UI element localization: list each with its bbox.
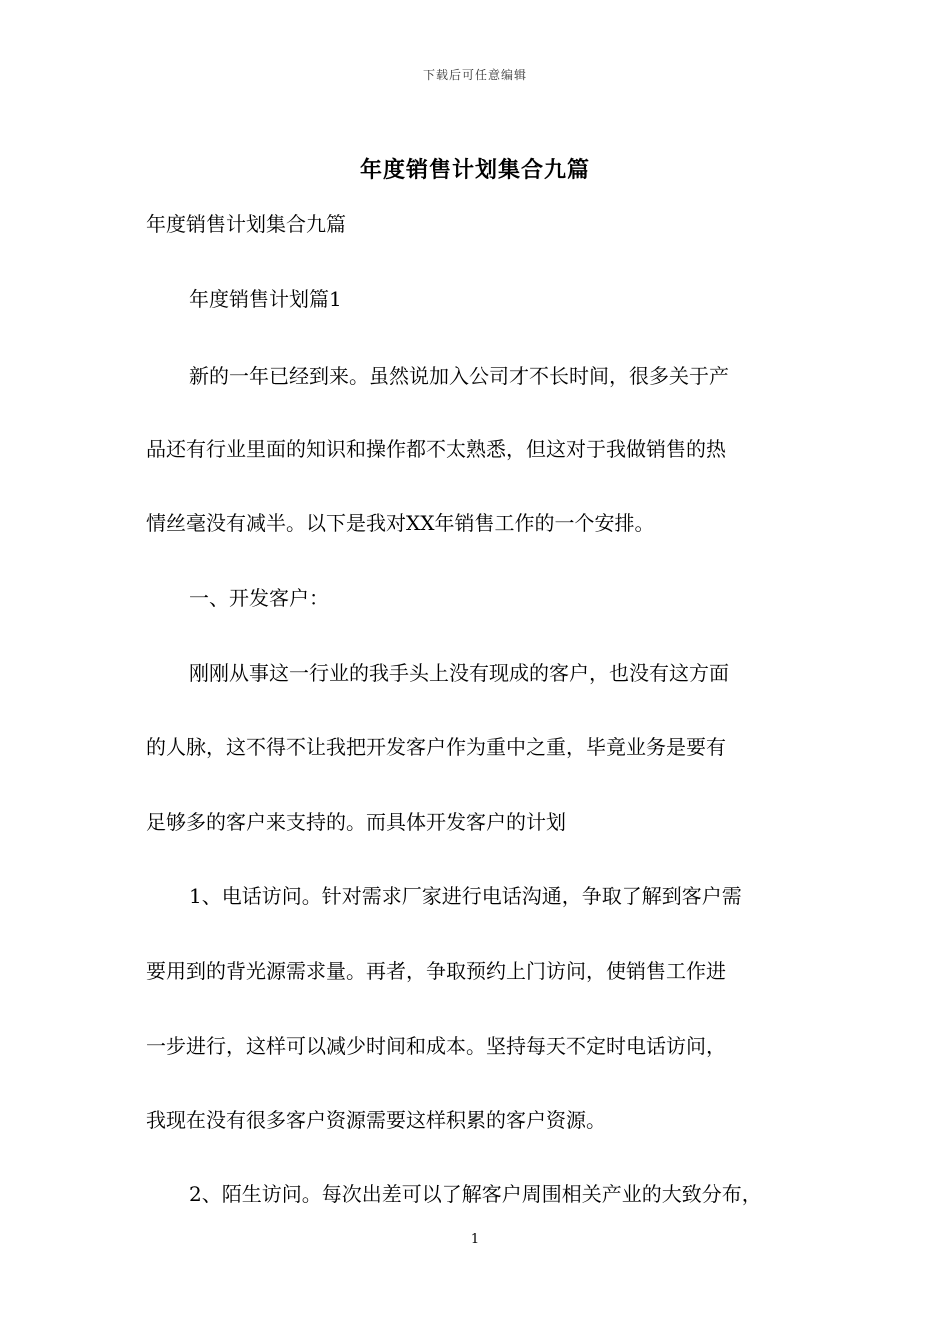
body-line: 年度销售计划篇1 (189, 287, 342, 311)
body-line: 年度销售计划集合九篇 (146, 212, 346, 236)
body-line: 1、电话访问。针对需求厂家进行电话沟通，争取了解到客户需 (189, 884, 742, 908)
body-line: 品还有行业里面的知识和操作都不太熟悉，但这对于我做销售的热 (146, 437, 726, 461)
body-line: 新的一年已经到来。虽然说加入公司才不长时间，很多关于产 (189, 364, 729, 388)
body-line: 2、陌生访问。每次出差可以了解客户周围相关产业的大致分布， (189, 1182, 762, 1206)
body-line: 我现在没有很多客户资源需要这样积累的客户资源。 (146, 1108, 606, 1132)
body-line: 刚刚从事这一行业的我手头上没有现成的客户，也没有这方面 (189, 661, 729, 685)
body-line: 一、开发客户： (189, 586, 329, 610)
body-line: 足够多的客户来支持的。而具体开发客户的计划 (146, 810, 566, 834)
document-title: 年度销售计划集合九篇 (359, 157, 590, 183)
header-note: 下载后可任意编辑 (422, 68, 527, 82)
page-number: 1 (470, 1232, 480, 1247)
body-line: 情丝毫没有减半。以下是我对XX年销售工作的一个安排。 (146, 511, 655, 535)
body-line: 的人脉，这不得不让我把开发客户作为重中之重，毕竟业务是要有 (146, 735, 726, 759)
body-line: 要用到的背光源需求量。再者，争取预约上门访问，使销售工作进 (146, 959, 726, 983)
body-line: 一步进行，这样可以减少时间和成本。坚持每天不定时电话访问， (146, 1034, 726, 1058)
